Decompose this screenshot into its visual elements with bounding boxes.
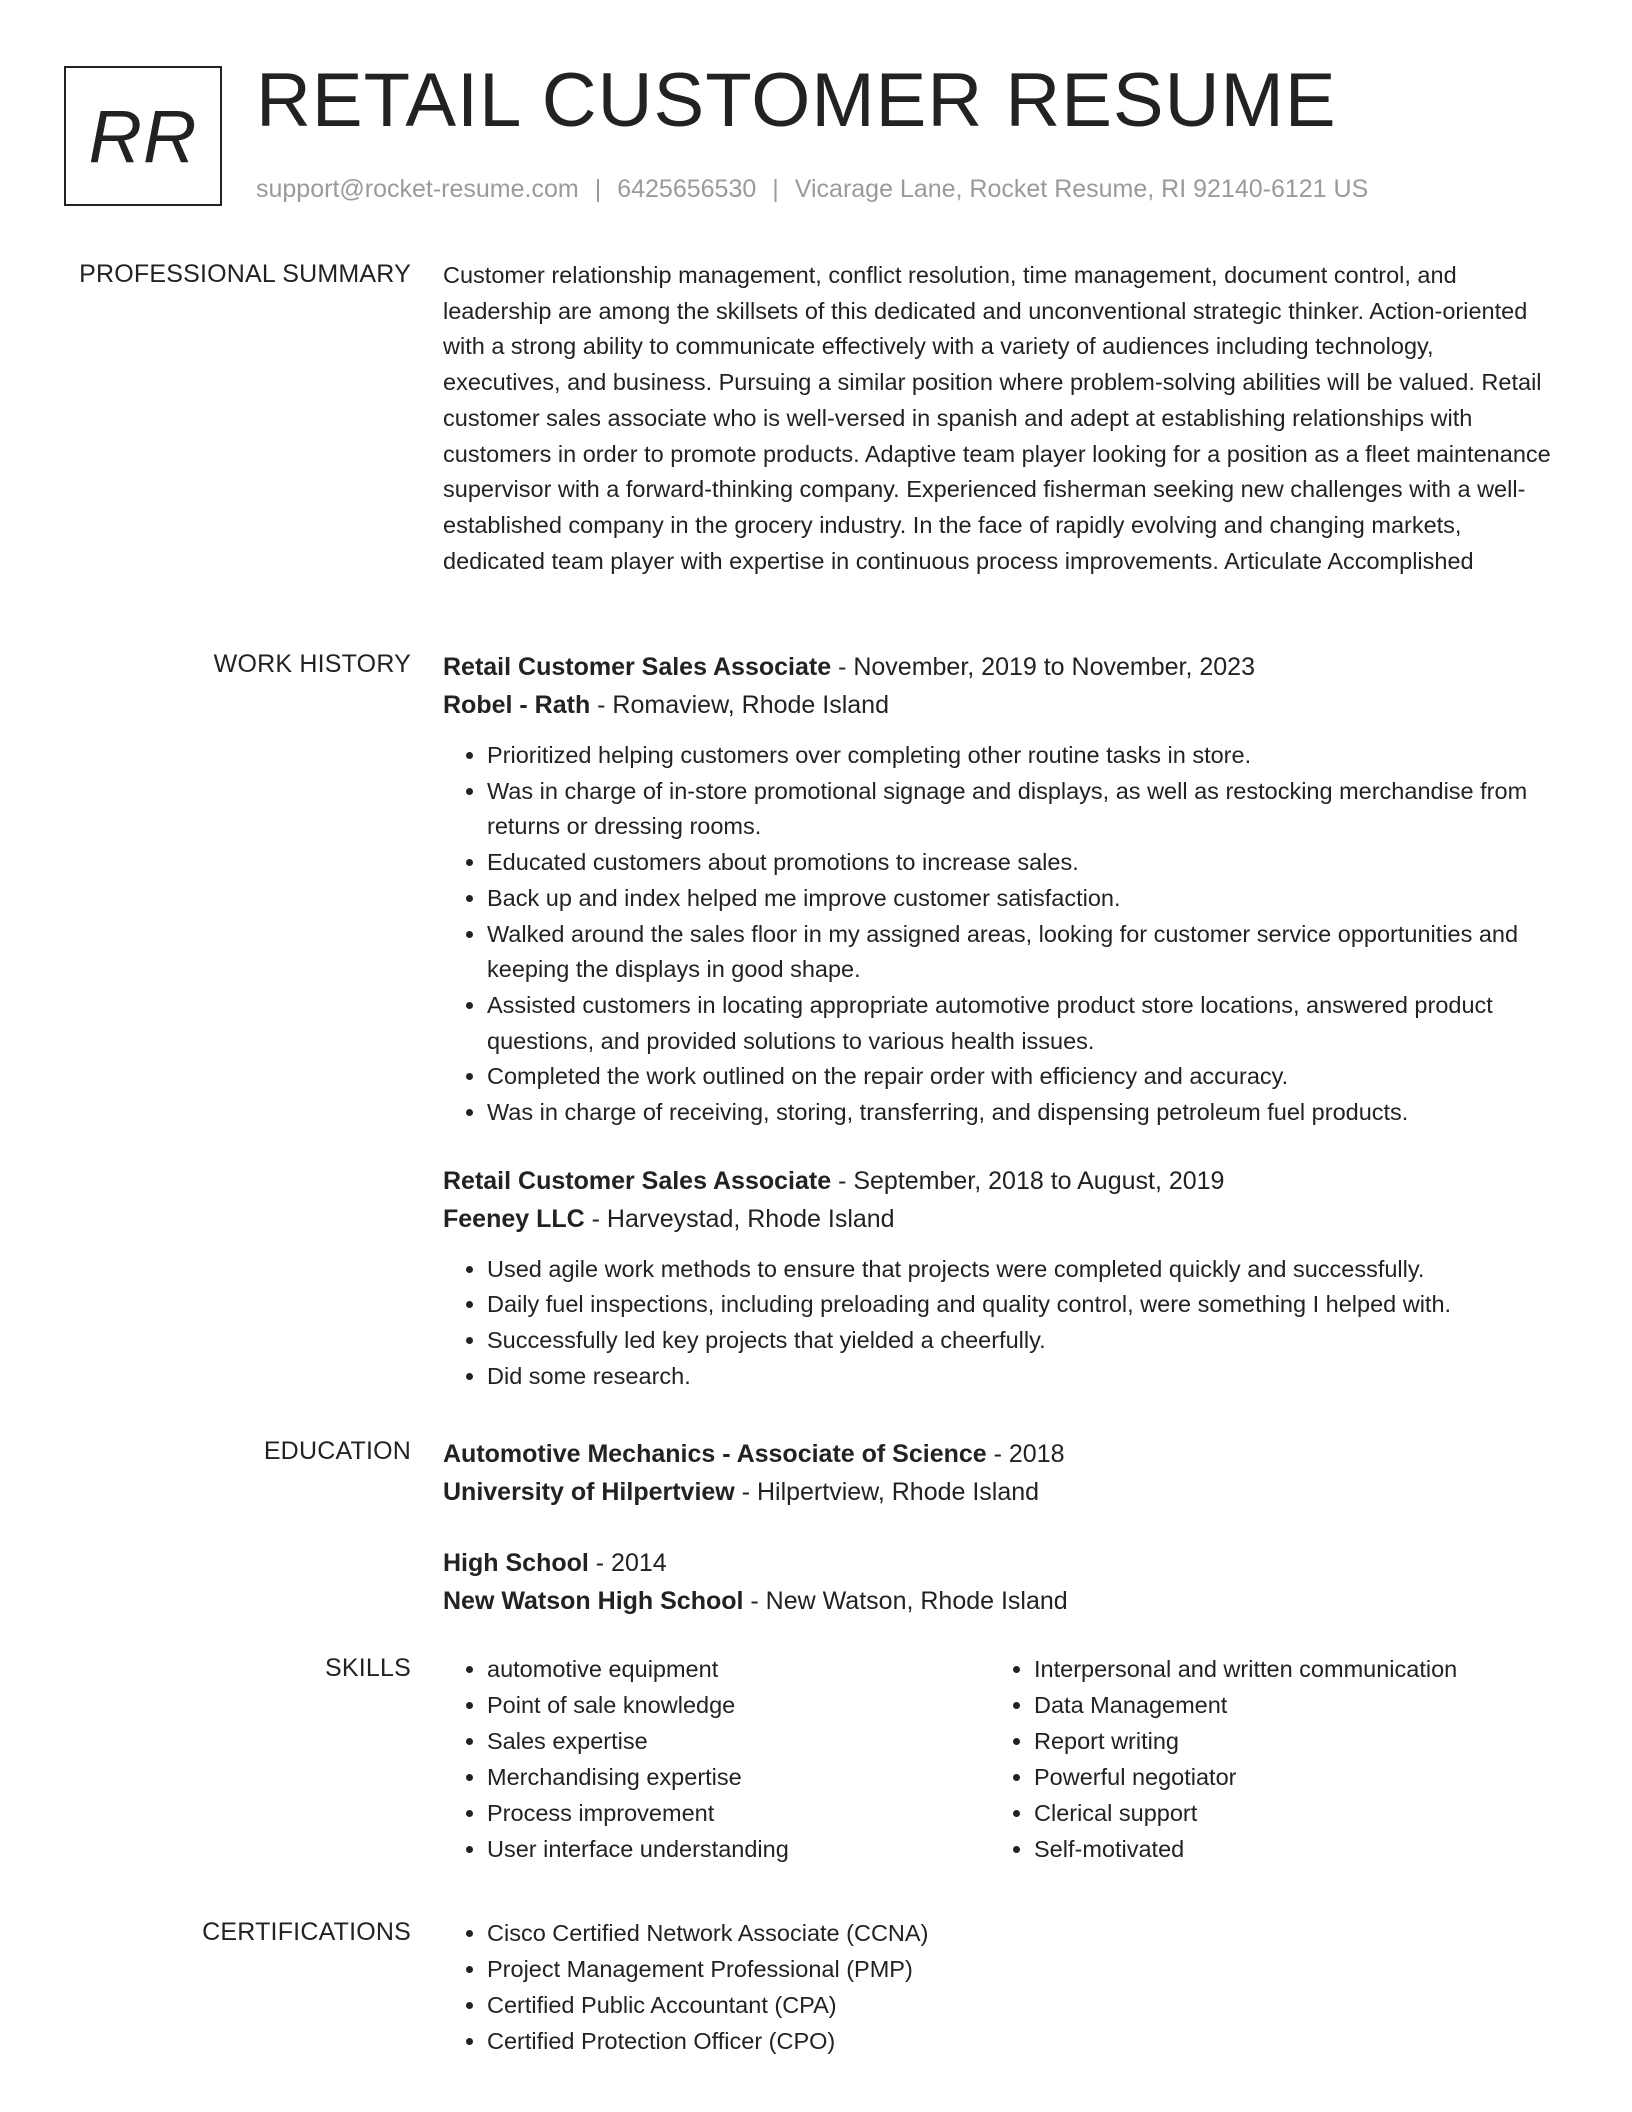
job-bullet: • Successfully led key projects that yielded a cheerfully. <box>487 1323 1553 1359</box>
job-bullet: • Did some research. <box>487 1359 1553 1395</box>
education-content <box>443 1435 1553 1620</box>
job-company: Feeney LLC <box>443 1204 585 1233</box>
education-entry <box>443 1435 1553 1511</box>
education-location: - Hilpertview, Rhode Island <box>734 1478 1040 1506</box>
job-title-line <box>443 1162 1553 1200</box>
skill-item: • Self-motivated <box>1034 1832 1534 1868</box>
job-bullet: • Back up and index helped me improve customer satisfaction. <box>487 881 1553 917</box>
monogram-logo: RR <box>64 66 222 206</box>
skills-column <box>443 1652 987 1867</box>
section-label-work-history: WORK HISTORY <box>213 650 411 678</box>
section-label-summary: PROFESSIONAL SUMMARY <box>79 260 411 288</box>
education-location: - New Watson, Rhode Island <box>743 1587 1068 1615</box>
skills-content <box>443 1652 1553 1867</box>
contact-address: Vicarage Lane, Rocket Resume, RI 92140-6121 US <box>794 175 1369 203</box>
job-company: Robel - Rath <box>443 691 591 719</box>
job-bullet: • Walked around the sales floor in my assigned areas, looking for customer service opportunities and keeping the displays in good shape. <box>487 917 1553 988</box>
skill-item: • automotive equipment <box>487 1652 987 1688</box>
job-title-line <box>443 648 1553 686</box>
job-bullet: • Daily fuel inspections, including preloading and quality control, were something I helped with. <box>487 1287 1553 1323</box>
certification-item: • Certified Public Accountant (CPA) <box>487 1988 1553 2024</box>
job-bullet: • Used agile work methods to ensure that projects were completed quickly and successfully. <box>487 1252 1553 1288</box>
job-location: - Harveystad, Rhode Island <box>584 1204 895 1233</box>
skill-item: • Process improvement <box>487 1796 987 1832</box>
certifications-list <box>443 1916 1553 2060</box>
skill-item: • User interface understanding <box>487 1832 987 1868</box>
education-entry <box>443 1544 1553 1620</box>
certifications-content <box>443 1916 1553 2060</box>
summary-text: Customer relationship management, conflict resolution, time management, document control, and leadership are among the skillsets of this dedicated and unconventional strategic thinker. Action-oriented with a strong ability to communicate effectively with a variety of audiences including technology, executives, and business. Pursuing a similar position where problem-solving abilities will be valued. Retail customer sales associate who is well-versed in spanish and adept at establishing relationships with customers in order to promote products. Adaptive team player looking for a position as a fleet maintenance supervisor with a forward-thinking company. Experienced fisherman seeking new challenges with a well-established company in the grocery industry. In the face of rapidly evolving and changing markets, dedicated team player with expertise in continuous process improvements. Articulate Accomplished <box>443 262 1551 574</box>
job-dates: - November, 2019 to November, 2023 <box>831 653 1255 681</box>
job-bullet: • Was in charge of in-store promotional signage and displays, as well as restocking merchandise from returns or dressing rooms. <box>487 774 1553 845</box>
job-bullet: • Was in charge of receiving, storing, transferring, and dispensing petroleum fuel products. <box>487 1095 1553 1131</box>
skill-item: • Point of sale knowledge <box>487 1688 987 1724</box>
work-history-content <box>443 648 1553 1395</box>
job-company-line <box>443 686 1553 724</box>
education-school-line <box>443 1473 1553 1511</box>
skill-item: • Merchandising expertise <box>487 1760 987 1796</box>
job-bullets <box>443 738 1553 1131</box>
job-dates: - September, 2018 to August, 2019 <box>831 1166 1225 1195</box>
job-location: - Romaview, Rhode Island <box>590 691 889 719</box>
job-company-line <box>443 1200 1553 1238</box>
job-bullet: • Educated customers about promotions to increase sales. <box>487 845 1553 881</box>
skill-item: • Sales expertise <box>487 1724 987 1760</box>
skills-columns <box>443 1652 1553 1867</box>
job-bullets <box>443 1252 1553 1395</box>
certification-item: • Project Management Professional (PMP) <box>487 1952 1553 1988</box>
certification-item: • Cisco Certified Network Associate (CCNA) <box>487 1916 1553 1952</box>
skill-item: • Report writing <box>1034 1724 1534 1760</box>
job-title: Retail Customer Sales Associate <box>443 653 832 681</box>
education-degree-line <box>443 1544 1553 1582</box>
skills-column <box>990 1652 1534 1867</box>
job-bullet: • Assisted customers in locating appropriate automotive product store locations, answered product questions, and provided solutions to various health issues. <box>487 988 1553 1059</box>
education-degree: Automotive Mechanics - Associate of Science <box>443 1440 987 1468</box>
contact-phone: 6425656530 <box>617 175 757 203</box>
skill-item: • Interpersonal and written communication <box>1034 1652 1534 1688</box>
education-year: - 2014 <box>588 1549 667 1577</box>
section-label-education: EDUCATION <box>263 1437 411 1465</box>
contact-separator: | <box>772 175 779 203</box>
job-bullet: • Prioritized helping customers over completing other routine tasks in store. <box>487 738 1553 774</box>
education-degree: High School <box>443 1549 589 1577</box>
education-school: New Watson High School <box>443 1587 744 1615</box>
education-degree-line <box>443 1435 1553 1473</box>
skill-item: • Data Management <box>1034 1688 1534 1724</box>
education-school: University of Hilpertview <box>443 1478 735 1506</box>
job-entry <box>443 648 1553 1131</box>
job-entry <box>443 1162 1553 1395</box>
education-school-line <box>443 1582 1553 1620</box>
resume-title: RETAIL CUSTOMER RESUME <box>256 58 1337 143</box>
skill-item: • Clerical support <box>1034 1796 1534 1832</box>
job-title: Retail Customer Sales Associate <box>443 1166 832 1195</box>
skill-item: • Powerful negotiator <box>1034 1760 1534 1796</box>
contact-email: support@rocket-resume.com <box>256 175 579 203</box>
contact-line <box>256 173 1368 205</box>
summary-content <box>443 258 1553 579</box>
certification-item: • Certified Protection Officer (CPO) <box>487 2024 1553 2060</box>
job-bullet: • Completed the work outlined on the repair order with efficiency and accuracy. <box>487 1059 1553 1095</box>
section-label-certifications: CERTIFICATIONS <box>202 1918 411 1946</box>
contact-separator: | <box>594 175 602 203</box>
section-label-skills: SKILLS <box>325 1654 411 1682</box>
education-year: - 2018 <box>986 1440 1065 1468</box>
